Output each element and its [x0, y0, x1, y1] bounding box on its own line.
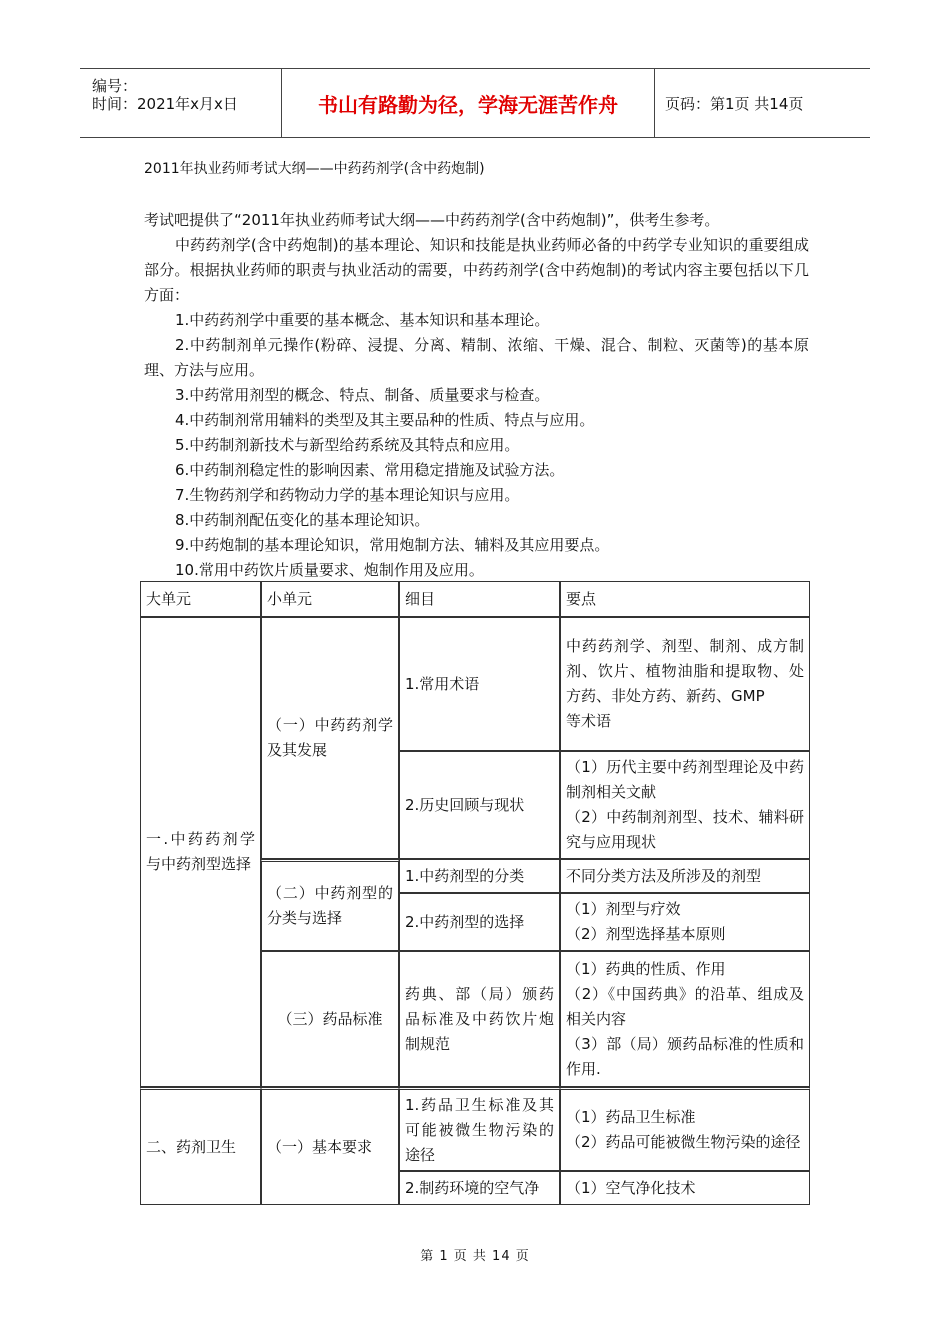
point-line: 等术语 — [566, 712, 612, 730]
point-line: （1）空气净化技术 — [566, 1178, 696, 1197]
point-line: （2）中药制剂剂型、技术、辅料研究与应用现状 — [566, 808, 804, 851]
item-cell: 药典、部（局）颁药品标准及中药饮片炮制规范 — [399, 951, 560, 1087]
header-motto: 书山有路勤为径，学海无涯苦作舟 — [282, 69, 655, 137]
point-line: 不同分类方法及所涉及的剂型 — [566, 866, 762, 885]
subunit-cell: （一）中药药剂学及其发展 — [261, 617, 399, 859]
table-row — [140, 617, 810, 751]
table-header-row — [140, 581, 810, 617]
column-header: 小单元 — [261, 581, 399, 617]
exam-content-list — [144, 308, 809, 583]
point-line: 中药药剂学、剂型、制剂、成方制剂、饮片、植物油脂和提取物、处方药、非处方药、新药、GMP — [566, 637, 804, 705]
list-item: 9.中药炮制的基本理论知识，常用炮制方法、辅料及其应用要点。 — [175, 536, 610, 554]
subunit-cell: （二）中药剂型的分类与选择 — [261, 859, 399, 951]
item-cell: 2.中药剂型的选择 — [399, 893, 560, 951]
points-cell — [560, 751, 810, 859]
points-cell — [560, 617, 810, 751]
list-item: 1.中药药剂学中重要的基本概念、基本知识和基本理论。 — [175, 311, 550, 329]
item-cell: 2.历史回顾与现状 — [399, 751, 560, 859]
item-cell: 2.制药环境的空气净 — [399, 1171, 560, 1205]
subunit-cell: （一）基本要求 — [261, 1087, 399, 1205]
points-cell — [560, 1087, 810, 1171]
document-title: 2011年执业药师考试大纲——中药药剂学(含中药炮制) — [144, 161, 485, 177]
intro-paragraph: 中药药剂学(含中药炮制)的基本理论、知识和技能是执业药师必备的中药学专业知识的重要组成部分。根据执业药师的职责与执业活动的需要，中药药剂学(含中药炮制)的考试内容主要包括以下几方面： — [144, 236, 809, 304]
list-item: 2.中药制剂单元操作(粉碎、浸提、分离、精制、浓缩、干燥、混合、制粒、灭菌等)的基本原理、方法与应用。 — [144, 336, 809, 379]
points-cell — [560, 1171, 810, 1205]
point-line: （3）部（局）颁药品标准的性质和作用. — [566, 1034, 804, 1078]
list-item: 4.中药制剂常用辅料的类型及其主要品种的性质、特点与应用。 — [175, 411, 595, 429]
unit-cell: 二、药剂卫生 — [140, 1087, 261, 1205]
item-cell: 1.中药剂型的分类 — [399, 859, 560, 893]
point-line: （2）药品可能被微生物污染的途径 — [566, 1133, 801, 1151]
column-header: 要点 — [560, 581, 810, 617]
lead-paragraph: 考试吧提供了“2011年执业药师考试大纲——中药药剂学(含中药炮制)”，供考生参考。 — [144, 211, 720, 229]
list-item: 6.中药制剂稳定性的影响因素、常用稳定措施及试验方法。 — [175, 461, 565, 479]
unit-cell: 一.中药药剂学与中药剂型选择 — [140, 617, 261, 1087]
list-item: 8.中药制剂配伍变化的基本理论知识。 — [175, 511, 430, 529]
item-cell: 1.常用术语 — [399, 617, 560, 751]
point-line: （1）剂型与疗效 — [566, 900, 681, 918]
points-cell — [560, 951, 810, 1087]
page-footer: 第 1 页 共 14 页 — [420, 1249, 530, 1264]
subunit-cell: （三）药品标准 — [261, 951, 399, 1087]
item-cell: 1.药品卫生标准及其可能被微生物污染的途径 — [399, 1087, 560, 1171]
list-item: 7.生物药剂学和药物动力学的基本理论知识与应用。 — [175, 486, 520, 504]
page-header — [80, 68, 870, 138]
point-line: （1）药品卫生标准 — [566, 1108, 696, 1126]
syllabus-table — [140, 581, 810, 1205]
serial-label: 编号： — [92, 77, 138, 95]
column-header: 大单元 — [140, 581, 261, 617]
header-page-info: 页码：第1页 共14页 — [665, 94, 804, 113]
point-line: （2）《中国药典》的沿革、组成及相关内容 — [566, 984, 804, 1028]
list-item: 10.常用中药饮片质量要求、炮制作用及应用。 — [175, 561, 484, 579]
list-item: 3.中药常用剂型的概念、特点、制备、质量要求与检查。 — [175, 386, 550, 404]
points-cell — [560, 893, 810, 951]
points-cell — [560, 859, 810, 893]
point-line: （1）历代主要中药剂型理论及中药制剂相关文献 — [566, 758, 804, 801]
list-item: 5.中药制剂新技术与新型给药系统及其特点和应用。 — [175, 436, 520, 454]
column-header: 细目 — [399, 581, 560, 617]
point-line: （1）药典的性质、作用 — [566, 959, 726, 978]
date-label: 时间：2021年x月x日 — [92, 95, 238, 113]
table-row — [140, 1087, 810, 1171]
point-line: （2）剂型选择基本原则 — [566, 925, 726, 943]
header-meta — [80, 69, 282, 137]
